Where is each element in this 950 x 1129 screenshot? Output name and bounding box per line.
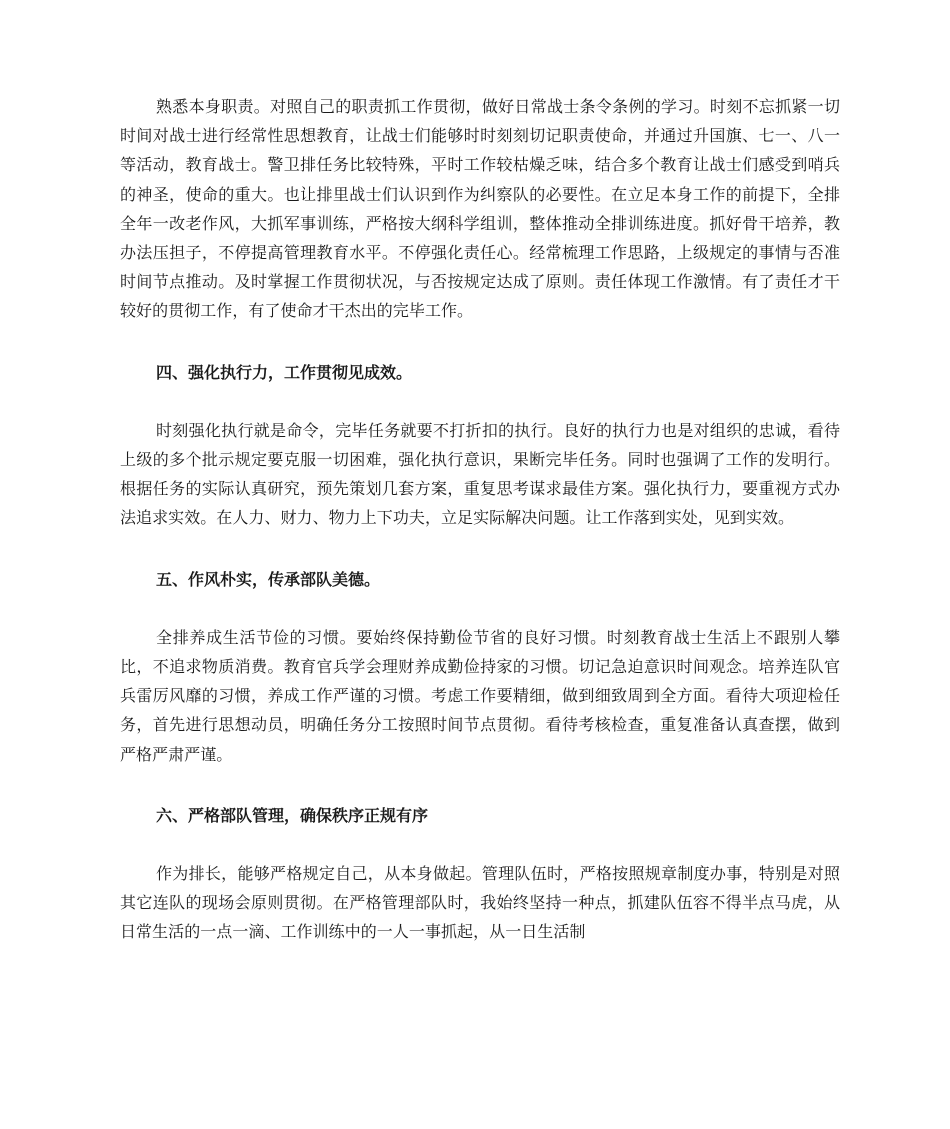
- section-heading-6: 六、严格部队管理，确保秩序正规有序: [156, 805, 429, 825]
- paragraph-style: 全排养成生活节俭的习惯。要始终保持勤俭节省的良好习惯。时刻教育战士生活上不跟别人攀比，不追求物质消费。教育官兵学会理财养成勤俭持家的习惯。切记急迫意识时间观念。培养连队官兵雷厉风靡的习惯，养成工作严谨的习惯。考虑工作要精细，做到细致周到全方面。看待大项迎检任务，首先进行思想动员，明确任务分工按照时间节点贯彻。看待考核检查，重复准备认真查摆，做到严格严肃严谨。: [120, 627, 840, 764]
- spacer: [120, 769, 840, 801]
- spacer: [120, 533, 840, 565]
- section-heading-4: 四、强化执行力，工作贯彻见成效。: [156, 362, 413, 382]
- spacer: [120, 326, 840, 358]
- paragraph-management: 作为排长，能够严格规定自己，从本身做起。管理队伍时，严格按照规章制度办事，特别是对照其它连队的现场会原则贯彻。在严格管理部队时，我始终坚持一种点，抓建队伍容不得半点马虎，从日常生活的一点一滴、工作训练中的一人一事抓起，从一日生活制: [120, 864, 840, 942]
- spacer: [120, 830, 840, 859]
- paragraph-duty: 熟悉本身职责。对照自己的职责抓工作贯彻，做好日常战士条令条例的学习。时刻不忘抓紧一切时间对战士进行经常性思想教育，让战士们能够时时刻刻切记职责使命，并通过升国旗、七一、八一等活动，教育战士。警卫排任务比较特殊，平时工作较枯燥乏味，结合多个教育让战士们感受到哨兵的神圣，使命的重大。也让排里战士们认识到作为纠察队的必要性。在立足本身工作的前提下，全排全年一改老作风，大抓军事训练，严格按大纲科学组训，整体推动全排训练进度。抓好骨干培养，教办法压担子，不停提高管理教育水平。不停强化责任心。经常梳理工作思路，上级规定的事情与否准时间节点推动。及时掌握工作贯彻状况，与否按规定达成了原则。责任体现工作激情。有了责任才干较好的贯彻工作，有了使命才干杰出的完毕工作。: [120, 97, 840, 321]
- section-heading-5: 五、作风朴实，传承部队美德。: [156, 569, 381, 589]
- document-page: [120, 92, 840, 947]
- paragraph-execution: 时刻强化执行就是命令，完毕任务就要不打折扣的执行。良好的执行力也是对组织的忠诚，看待上级的多个批示规定要克服一切困难，强化执行意识，果断完毕任务。同时也强调了工作的发明行。根据任务的实际认真研究，预先策划几套方案，重复思考谋求最佳方案。强化执行力，要重视方式办法追求实效。在人力、财力、物力上下功夫，立足实际解决问题。让工作落到实处，见到实效。: [120, 420, 840, 528]
- spacer: [120, 594, 840, 623]
- spacer: [120, 387, 840, 416]
